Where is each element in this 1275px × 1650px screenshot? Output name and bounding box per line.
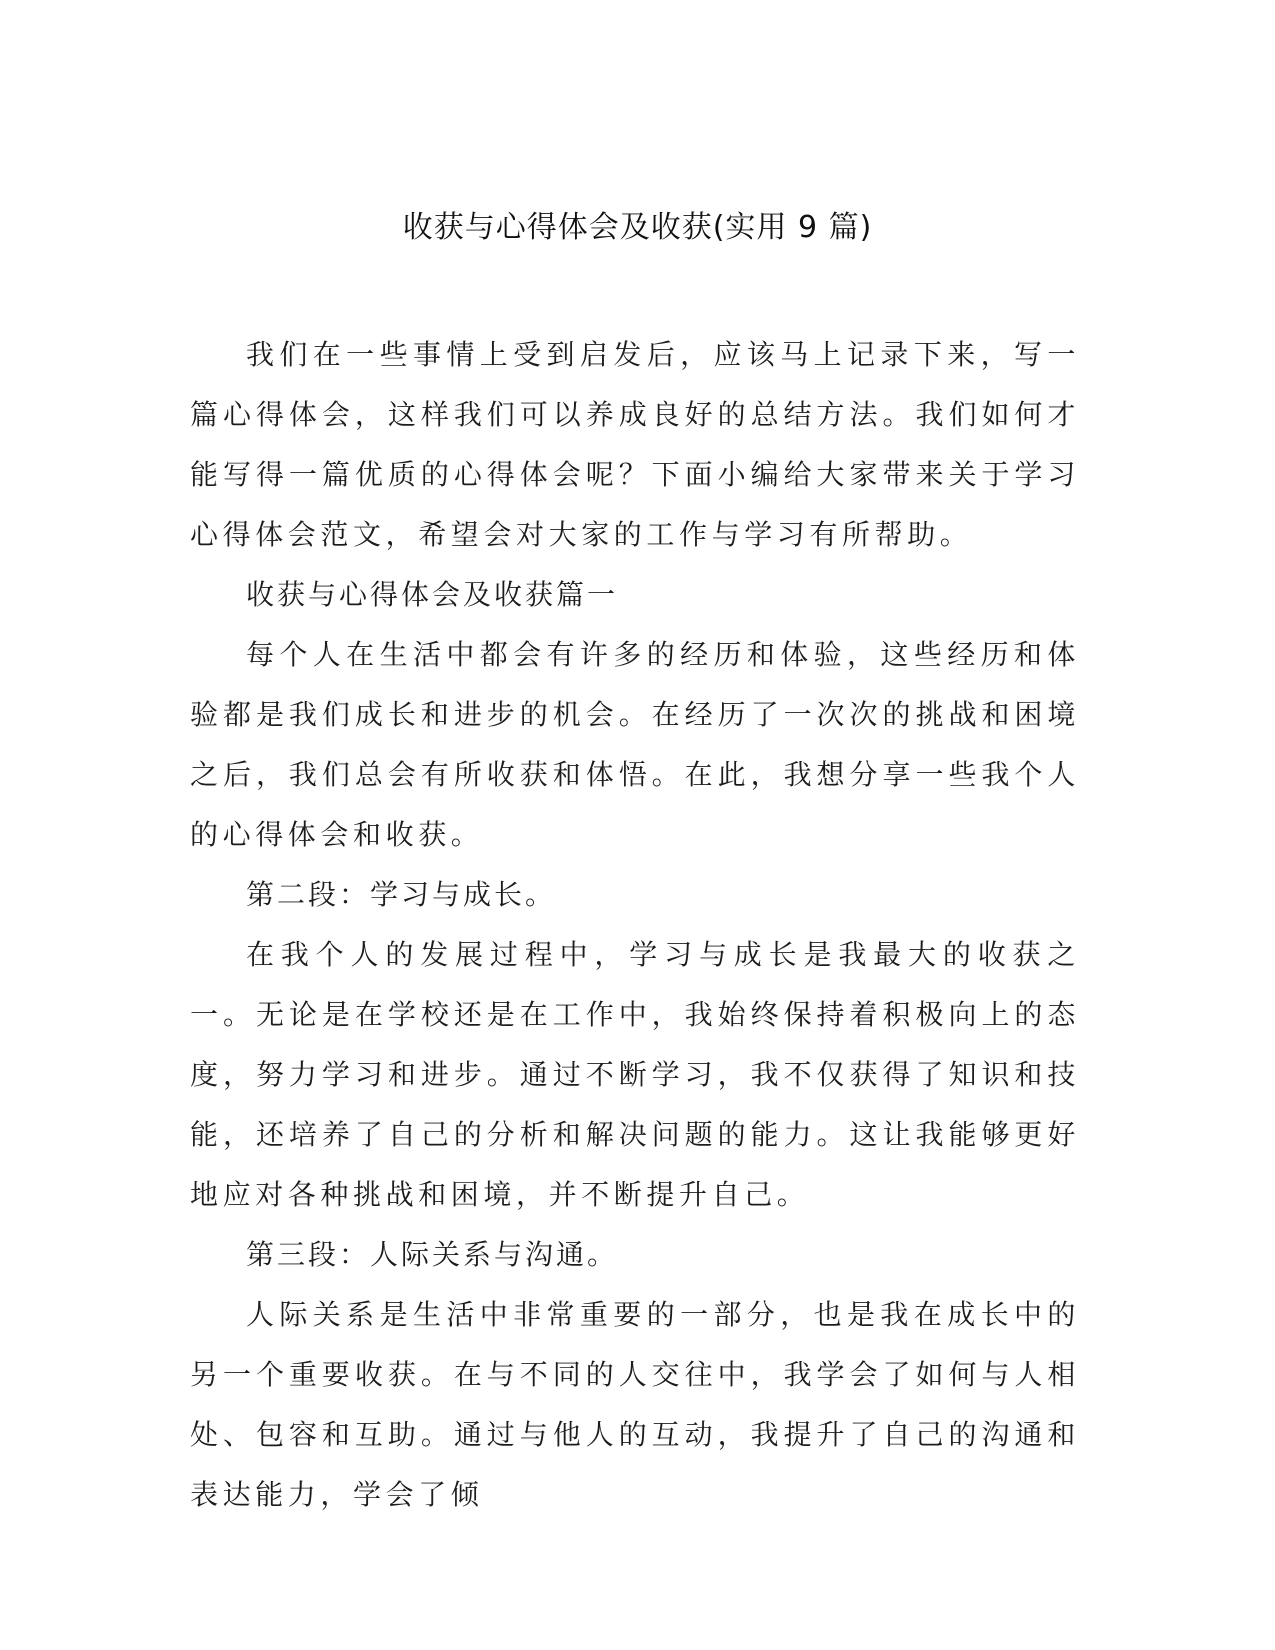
document-title: 收获与心得体会及收获(实用 9 篇) [402,210,873,245]
body-paragraph-experience: 每个人在生活中都会有许多的经历和体验，这些经历和体验都是我们成长和进步的机会。在经历了一次次的挑战和困境之后，我们总会有所收获和体悟。在此，我想分享一些我个人的心得体会和收获。 [190,638,1080,851]
section-heading-learning: 第二段：学习与成长。 [246,878,557,911]
body-paragraph-learning: 在我个人的发展过程中，学习与成长是我最大的收获之一。无论是在学校还是在工作中，我始终保持着积极向上的态度，努力学习和进步。通过不断学习，我不仅获得了知识和技能，还培养了自己的分析和解决问题的能力。这让我能够更好地应对各种挑战和困境，并不断提升自己。 [190,938,1080,1211]
document-body [190,325,1080,1525]
section-heading-relationships: 第三段：人际关系与沟通。 [246,1238,619,1271]
intro-paragraph: 我们在一些事情上受到启发后，应该马上记录下来，写一篇心得体会，这样我们可以养成良好的总结方法。我们如何才能写得一篇优质的心得体会呢？下面小编给大家带来关于学习心得体会范文，希望会对大家的工作与学习有所帮助。 [190,338,1080,551]
body-paragraph-relationships: 人际关系是生活中非常重要的一部分，也是我在成长中的另一个重要收获。在与不同的人交往中，我学会了如何与人相处、包容和互助。通过与他人的互动，我提升了自己的沟通和表达能力，学会了倾 [190,1298,1080,1511]
section-heading-part-one: 收获与心得体会及收获篇一 [246,578,619,611]
